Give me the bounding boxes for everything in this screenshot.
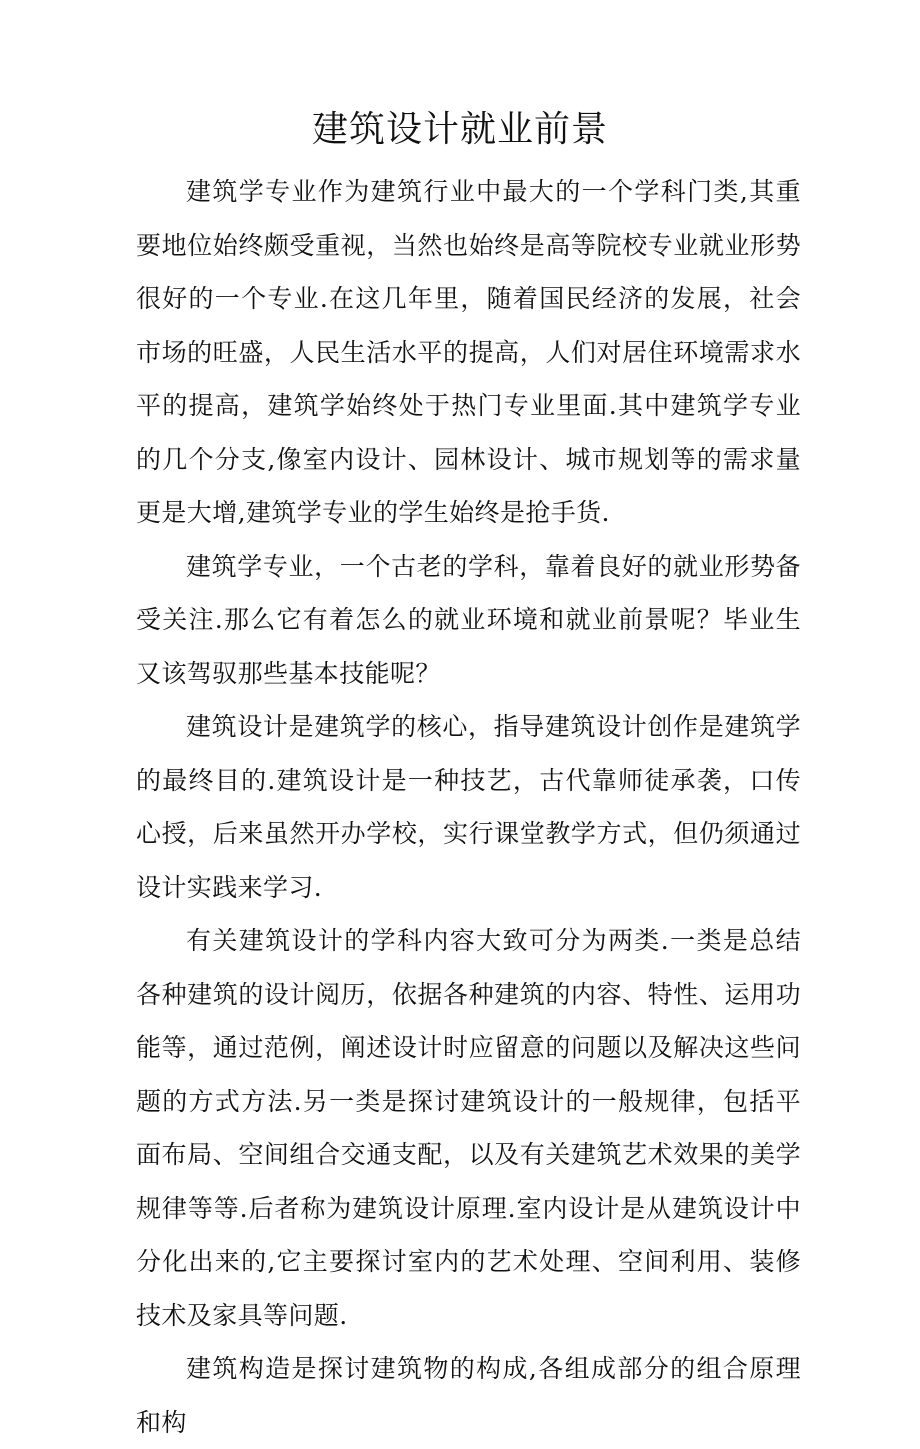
paragraph-2: 建筑学专业，一个古老的学科，靠着良好的就业形势备受关注.那么它有着怎么的就业环境和就业前景呢？毕业生又该驾驭那些基本技能呢？	[136, 551, 801, 688]
paragraph-5: 建筑构造是探讨建筑物的构成,各组成部分的组合原理和构	[136, 1354, 801, 1437]
paragraph-4: 有关建筑设计的学科内容大致可分为两类.一类是总结各种建筑的设计阅历，依据各种建筑的内容、特性、运用功能等，通过范例，阐述设计时应留意的问题以及解决这些问题的方式方法.另一类是探讨建筑设计的一般规律，包括平面布局、空间组合交通支配，以及有关建筑艺术效果的美学规律等等.后者称为建筑设计原理.室内设计是从建筑设计中分化出来的,它主要探讨室内的艺术处理、空间利用、装修技术及家具等问题.	[136, 926, 801, 1330]
document-body	[136, 165, 801, 1449]
document-title: 建筑设计就业前景	[311, 109, 608, 150]
paragraph-3: 建筑设计是建筑学的核心，指导建筑设计创作是建筑学的最终目的.建筑设计是一种技艺，古代靠师徒承袭，口传心授，后来虽然开办学校，实行课堂教学方式，但仍须通过设计实践来学习.	[136, 712, 801, 902]
paragraph-1: 建筑学专业作为建筑行业中最大的一个学科门类,其重要地位始终颇受重视，当然也始终是高等院校专业就业形势很好的一个专业.在这几年里，随着国民经济的发展，社会市场的旺盛，人民生活水平的提高，人们对居住环境需求水平的提高，建筑学始终处于热门专业里面.其中建筑学专业的几个分支,像室内设计、园林设计、城市规划等的需求量更是大增,建筑学专业的学生始终是抢手货.	[136, 177, 801, 527]
